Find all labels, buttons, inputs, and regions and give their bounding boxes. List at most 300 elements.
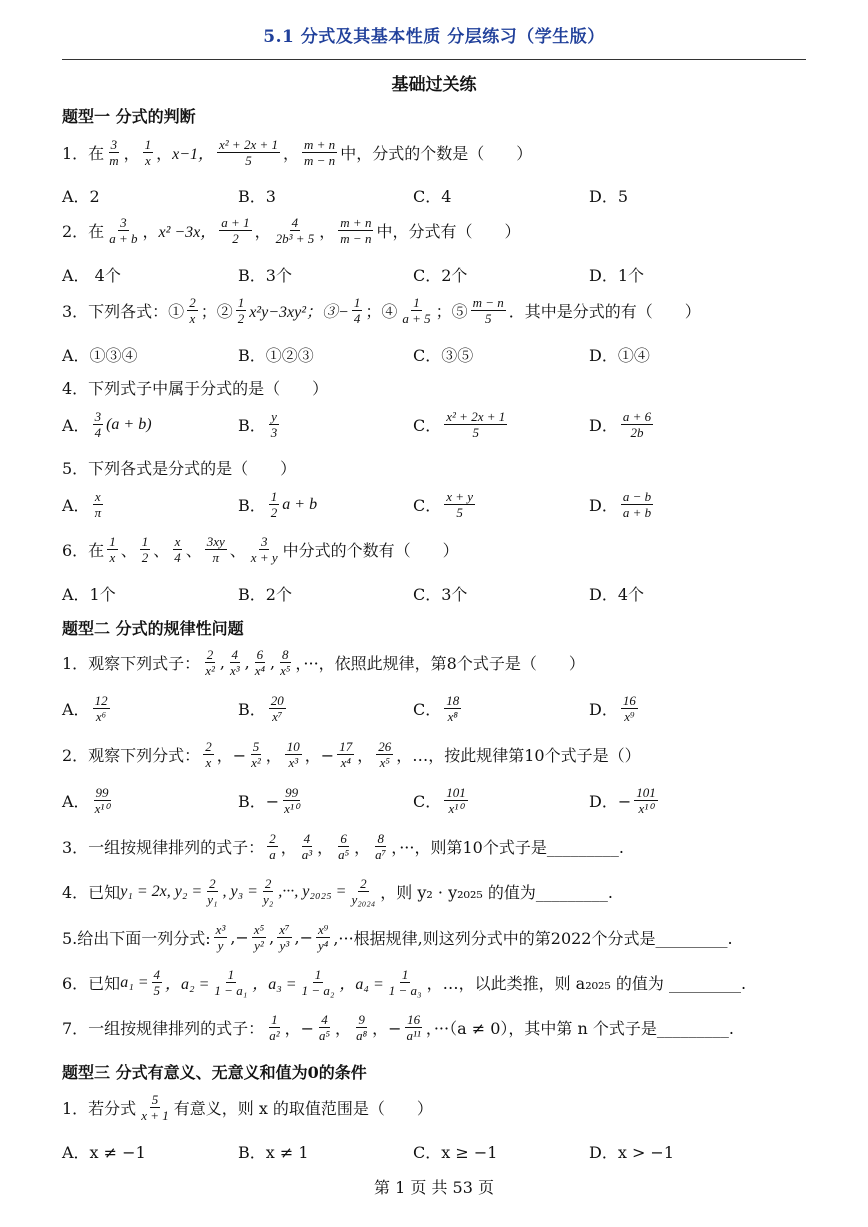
option-c	[413, 693, 464, 724]
numerator: 16	[407, 1012, 421, 1027]
fraction	[316, 922, 330, 953]
text-segment: ；②	[200, 302, 233, 321]
pattern-question-4	[62, 876, 613, 907]
denominator: y³	[279, 938, 290, 953]
fraction	[107, 534, 118, 565]
denominator: x³	[229, 663, 240, 678]
fraction	[444, 785, 468, 816]
text-segment: ，	[283, 144, 300, 163]
fraction	[373, 831, 388, 862]
text-segment: y₁ = 2x, y₂ =	[120, 882, 203, 900]
section-heading-1: 题型一 分式的判断	[62, 107, 196, 126]
option-b	[238, 785, 304, 816]
numerator: 4	[153, 967, 161, 982]
denominator: 4	[174, 550, 181, 565]
numerator: 1	[270, 489, 278, 504]
option-b	[238, 489, 317, 520]
fraction	[267, 831, 278, 862]
text-segment: 、	[120, 541, 137, 560]
text-segment: ，	[142, 222, 159, 241]
option-d: D．5	[589, 187, 629, 206]
numerator: 1	[227, 967, 235, 982]
text-segment: 1．观察下列式子：	[62, 654, 201, 673]
fraction	[285, 739, 302, 770]
option-d: D．①④	[589, 346, 650, 365]
denominator: a⁵	[338, 847, 350, 862]
fraction	[471, 295, 506, 326]
denominator: x¹⁰	[638, 801, 654, 816]
fraction	[219, 215, 251, 246]
text-segment: 有意义，则 x 的取值范围是（ ）	[173, 1099, 433, 1118]
text-segment: 、	[153, 541, 170, 560]
fraction	[621, 409, 653, 440]
text-segment: x²y−3xy²；③−	[249, 304, 349, 321]
fraction	[282, 785, 301, 816]
numerator: 1	[413, 295, 420, 310]
denominator: x	[189, 311, 196, 326]
denominator: 2b	[630, 425, 644, 440]
denominator: m − n	[340, 231, 372, 246]
denominator: y₁	[207, 892, 218, 907]
option-a	[62, 489, 106, 520]
text-segment: D．−	[589, 792, 632, 811]
text-segment: 中，分式有（ ）	[376, 222, 521, 241]
numerator: 6	[256, 647, 264, 662]
numerator: a + 6	[622, 409, 652, 424]
fraction	[338, 215, 373, 246]
text-segment: D．	[589, 496, 618, 515]
fraction	[203, 739, 214, 770]
denominator: 2	[237, 311, 245, 326]
text-segment: ．其中是分式的有（ ）	[508, 302, 701, 321]
fraction	[236, 295, 247, 326]
denominator: x⁵	[379, 755, 390, 770]
fraction	[269, 693, 286, 724]
fraction	[274, 215, 317, 246]
text-segment: A．	[62, 496, 90, 515]
numerator: 9	[358, 1012, 365, 1027]
text-segment: 4．已知	[62, 883, 121, 902]
denominator: 4	[94, 425, 102, 440]
question-1	[62, 137, 532, 168]
text-segment: ，…，以此类推，则 a₂₀₂₅ 的值为 _________.	[426, 974, 747, 993]
fraction	[93, 785, 112, 816]
denominator: 5	[472, 425, 479, 440]
pattern-question-6	[62, 967, 746, 998]
numerator: 8	[282, 647, 289, 662]
denominator: 5	[484, 311, 492, 326]
numerator: 16	[622, 693, 636, 708]
numerator: 5	[252, 739, 260, 754]
option-b: B．3	[238, 187, 276, 206]
fraction	[140, 534, 151, 565]
numerator: 2	[206, 647, 214, 662]
numerator: 1	[353, 295, 361, 310]
denominator: x⁶	[95, 709, 107, 724]
option-c	[413, 785, 471, 816]
option-a	[62, 785, 114, 816]
fraction	[249, 534, 280, 565]
page-footer: 第 1 页 共 53 页	[374, 1178, 494, 1197]
fraction	[376, 739, 393, 770]
numerator: 99	[95, 785, 109, 800]
text-segment: ,···根据规律,则这列分式中的第2022个分式是_________.	[333, 929, 733, 948]
numerator: 4	[321, 1012, 328, 1027]
denominator: 5	[456, 505, 463, 520]
numerator: 1	[237, 295, 245, 310]
denominator: x + y	[250, 550, 278, 565]
section-subtitle: 基础过关练	[391, 75, 477, 95]
numerator: x² + 2x + 1	[219, 137, 278, 152]
denominator: x³	[288, 755, 299, 770]
numerator: y	[271, 409, 277, 424]
denominator: y₂	[262, 892, 274, 907]
text-segment: A．	[62, 416, 90, 435]
denominator: 1 − a₂	[301, 983, 335, 998]
numerator: 4	[291, 215, 299, 230]
numerator: 2	[209, 876, 216, 891]
fraction	[249, 739, 263, 770]
option-d: D．4个	[589, 585, 645, 604]
denominator: 3	[270, 425, 278, 440]
option-a: A．1个	[62, 585, 116, 604]
fraction	[107, 137, 120, 168]
fraction	[139, 1092, 171, 1123]
denominator: x¹⁰	[94, 801, 110, 816]
denominator: y₂₀₂₄	[351, 892, 376, 907]
numerator: x³	[215, 922, 226, 937]
fraction	[212, 967, 249, 998]
denominator: 2b³ + 5	[275, 231, 315, 246]
denominator: m − n	[304, 153, 336, 168]
text-segment: , y₃ =	[222, 882, 258, 900]
pattern-question-2: 2．观察下列分式： $\frac{2}{x}$ ，− $\frac{5}{\text{x²}}$ ， $\frac{10}{\text{x³}}$ ，− $\frac{17}{\text{x⁴}}$ ， $\frac{26}{\text{x⁵}}$ ，…，按此规律第10个式子是（）	[62, 739, 641, 770]
fraction	[336, 831, 351, 862]
text-segment: D．	[589, 416, 618, 435]
numerator: 101	[636, 785, 656, 800]
text-segment: 5.给出下面一列分式:	[62, 929, 211, 948]
numerator: 3xy	[206, 534, 225, 549]
option-b: B．2个	[238, 585, 292, 604]
text-segment: x−1，	[172, 146, 215, 163]
pattern-question-5: 5.给出下面一列分式: $\frac{\text{x³}}{y}$ ,− $\frac{\text{x⁵}}{\text{y²}}$ , $\frac{\text{x⁷}}{\text{y³}}$ ,− $\frac{\text{x⁹}}{\text{y⁴}}$ ,···根据规律,则这列分式中的第2022个分式是_________.	[62, 922, 733, 953]
numerator: m + n	[340, 215, 372, 230]
denominator: x²	[205, 663, 215, 678]
text-segment: ；⑤	[435, 302, 468, 321]
denominator: a + b	[622, 505, 652, 520]
section-heading-2: 题型二 分式的规律性问题	[62, 619, 244, 638]
numerator: 2	[360, 876, 367, 891]
text-segment: B．−	[238, 792, 280, 811]
option-d	[589, 785, 661, 816]
text-segment: 7．一组按规律排列的式子：	[62, 1019, 265, 1038]
denominator: a + b	[109, 231, 138, 246]
question-2	[62, 215, 520, 246]
fraction	[300, 967, 337, 998]
text-segment: B．	[238, 496, 266, 515]
question-4: 4．下列式子中属于分式的是（ ）	[62, 379, 329, 398]
option-b	[238, 693, 289, 724]
numerator: x + y	[446, 489, 474, 504]
denominator: 1 − a₁	[214, 983, 248, 998]
fraction	[205, 876, 219, 907]
option-d: D．1个	[589, 266, 645, 285]
text-segment: ，a₄ =	[339, 976, 384, 993]
fraction	[93, 693, 110, 724]
option-b: B．①②③	[238, 346, 314, 365]
denominator: y⁴	[318, 938, 329, 953]
fraction	[252, 922, 266, 953]
question-5: 5．下列各式是分式的是（ ）	[62, 459, 297, 478]
fraction	[93, 409, 104, 440]
denominator: x²	[251, 755, 261, 770]
numerator: 10	[286, 739, 300, 754]
text-segment: 1．若分式	[62, 1099, 137, 1118]
numerator: 3	[110, 137, 118, 152]
text-segment: ，	[123, 144, 140, 163]
fraction	[152, 967, 163, 998]
pattern-question-3: 3．一组按规律排列的式子： $\frac{2}{a}$ ， $\frac{4}{\text{a³}}$ ， $\frac{6}{\text{a⁵}}$ ， $\frac{8}{\text{a⁷}}$ ，···，则第10个式子是_________.	[62, 831, 624, 862]
text-segment: C．	[413, 700, 442, 719]
numerator: 4	[231, 647, 239, 662]
denominator: a	[269, 847, 276, 862]
fraction	[267, 1012, 281, 1043]
text-segment: 、	[229, 541, 246, 560]
numerator: 12	[94, 693, 108, 708]
denominator: x + 1	[141, 1108, 169, 1123]
numerator: 3	[120, 215, 127, 230]
text-segment: a₁ =	[120, 973, 149, 991]
text-segment: C．	[413, 792, 442, 811]
option-a: A．①③④	[62, 346, 138, 365]
text-segment: 、	[185, 541, 202, 560]
numerator: 3	[94, 409, 102, 424]
text-segment: ，···，依照此规律，第8个式子是（ ）	[295, 654, 585, 673]
text-segment: ，则 y₂ · y₂₀₂₅ 的值为_________.	[380, 883, 613, 902]
numerator: a − b	[622, 489, 652, 504]
numerator: x	[174, 534, 181, 549]
denominator: x⁴	[340, 755, 351, 770]
fraction	[302, 137, 337, 168]
text-segment: B．	[238, 416, 266, 435]
fraction	[172, 534, 183, 565]
text-segment: ；④	[365, 302, 398, 321]
numerator: 18	[446, 693, 460, 708]
numerator: x	[94, 489, 101, 504]
numerator: x⁹	[318, 922, 329, 937]
option-a: A． 4个	[62, 266, 121, 285]
numerator: 3	[260, 534, 268, 549]
denominator: 2	[232, 231, 239, 246]
header-divider	[62, 59, 806, 60]
fraction	[444, 693, 461, 724]
denominator: a⁵	[319, 1028, 331, 1043]
denominator: a⁸	[356, 1028, 368, 1043]
numerator: 8	[377, 831, 384, 846]
option-c: C．③⑤	[413, 346, 474, 365]
numerator: 2	[189, 295, 196, 310]
option-a: A．2	[62, 187, 100, 206]
option-a	[62, 693, 113, 724]
fraction	[187, 295, 198, 326]
denominator: 2	[141, 550, 149, 565]
fraction	[337, 739, 354, 770]
denominator: y	[217, 938, 224, 953]
fraction	[228, 647, 242, 678]
text-segment: B．	[238, 700, 266, 719]
option-d: D．x > −1	[589, 1143, 675, 1162]
numerator: 5	[151, 1092, 159, 1107]
pattern-question-7: 7．一组按规律排列的式子： $\frac{1}{\text{a²}}$ ，− $\frac{4}{\text{a⁵}}$ ， $\frac{9}{\text{a⁸}}$ ，− $\frac{16}{\text{a¹¹}}$ ，···（a ≠ 0），其中第 n 个式子是_________.	[62, 1012, 734, 1043]
text-segment: x² −3x，	[158, 224, 217, 241]
numerator: 1	[109, 534, 116, 549]
fraction	[400, 295, 432, 326]
fraction	[387, 967, 424, 998]
fraction	[352, 295, 363, 326]
text-segment: ，a₃ =	[252, 976, 297, 993]
fraction	[278, 647, 292, 678]
text-segment: ，	[319, 222, 336, 241]
numerator: 2	[205, 739, 212, 754]
numerator: 17	[339, 739, 353, 754]
denominator: π	[94, 505, 102, 520]
text-segment: D．	[589, 700, 618, 719]
denominator: m	[109, 153, 119, 168]
text-segment: 3．下列各式：①	[62, 302, 185, 321]
text-segment: 2．在	[62, 222, 105, 241]
fraction	[300, 831, 314, 862]
denominator: a²	[269, 1028, 280, 1043]
numerator: 4	[303, 831, 311, 846]
numerator: x⁷	[279, 922, 290, 937]
text-segment: 6．在	[62, 541, 105, 560]
option-c: C．4	[413, 187, 452, 206]
pattern-question-1: 1．观察下列式子： $\frac{2}{\text{x²}}$ , $\frac{4}{\text{x³}}$ , $\frac{6}{\text{x⁴}}$ , $\frac{8}{\text{x⁵}}$ ，···，依照此规律，第8个式子是（ ）	[62, 647, 585, 678]
denominator: x	[109, 550, 116, 565]
numerator: 1	[314, 967, 322, 982]
fraction	[217, 137, 280, 168]
numerator: x² + 2x + 1	[446, 409, 506, 424]
fraction	[205, 534, 227, 565]
option-a	[62, 409, 152, 440]
page-header: 5.1 分式及其基本性质 分层练习（学生版）	[263, 27, 605, 47]
text-segment: 6．已知	[62, 974, 121, 993]
numerator: a + 1	[221, 215, 250, 230]
denominator: 1 − a₃	[388, 983, 422, 998]
denominator: a⁷	[375, 847, 387, 862]
option-c	[413, 409, 510, 440]
numerator: m − n	[472, 295, 504, 310]
fraction	[143, 137, 154, 168]
denominator: a³	[301, 847, 313, 862]
option-c: C．2个	[413, 266, 468, 285]
fraction	[405, 1012, 423, 1043]
condition-question-1	[62, 1092, 433, 1123]
text-segment: 中分式的个数有（ ）	[282, 541, 459, 560]
text-segment: 中，分式的个数是（ ）	[340, 144, 533, 163]
fraction	[269, 489, 280, 520]
option-c	[413, 489, 478, 520]
text-segment: (a + b)	[106, 415, 152, 433]
text-segment: ，…，按此规律第10个式子是（）	[396, 746, 641, 765]
numerator: 1	[401, 967, 409, 982]
denominator: x⁵	[280, 663, 291, 678]
fraction	[317, 1012, 332, 1043]
text-segment: ,···, y₂₀₂₅ =	[278, 882, 347, 900]
denominator: 2	[270, 505, 278, 520]
denominator: a¹¹	[406, 1028, 421, 1043]
text-segment: C．	[413, 416, 442, 435]
denominator: x¹⁰	[284, 801, 300, 816]
text-segment: A．	[62, 700, 90, 719]
numerator: 6	[340, 831, 347, 846]
text-segment: C．	[413, 496, 442, 515]
denominator: x	[205, 755, 212, 770]
denominator: x⁸	[447, 709, 458, 724]
section-heading-3: 题型三 分式有意义、无意义和值为0的条件	[62, 1063, 367, 1082]
text-segment: ，a₂ =	[165, 976, 210, 993]
fraction	[634, 785, 658, 816]
denominator: 4	[353, 311, 361, 326]
text-segment: ，···，则第10个式子是_________.	[391, 838, 624, 857]
denominator: a + 5	[402, 311, 431, 326]
numerator: 99	[285, 785, 299, 800]
fraction	[354, 1012, 369, 1043]
numerator: 2	[264, 876, 272, 891]
text-segment: a + b	[282, 495, 318, 513]
text-segment: ，	[156, 144, 173, 163]
denominator: x⁷	[272, 709, 283, 724]
text-segment: 2．观察下列分式：	[62, 746, 201, 765]
question-6	[62, 534, 459, 565]
numerator: x⁵	[253, 922, 265, 937]
fraction	[444, 409, 507, 440]
text-segment: ，	[254, 222, 271, 241]
denominator: 5	[245, 153, 252, 168]
denominator: x¹⁰	[448, 801, 464, 816]
option-b: B．x ≠ 1	[238, 1143, 309, 1162]
option-d	[589, 489, 656, 520]
numerator: 1	[271, 1012, 278, 1027]
text-segment: ，···（a ≠ 0），其中第 n 个式子是_________.	[425, 1019, 734, 1038]
denominator: x	[144, 153, 151, 168]
numerator: 20	[270, 693, 284, 708]
fraction	[214, 922, 228, 953]
text-segment: 1．在	[62, 144, 105, 163]
option-c: C．x ≥ −1	[413, 1143, 498, 1162]
text-segment: A．	[62, 792, 90, 811]
numerator: 2	[269, 831, 276, 846]
fraction	[277, 922, 291, 953]
option-a: A．x ≠ −1	[62, 1143, 146, 1162]
fraction	[349, 876, 377, 907]
question-3	[62, 295, 701, 326]
fraction	[621, 693, 638, 724]
option-d	[589, 693, 641, 724]
fraction	[621, 489, 653, 520]
option-c: C．3个	[413, 585, 468, 604]
option-b	[238, 409, 282, 440]
denominator: y²	[254, 938, 264, 953]
numerator: 1	[144, 137, 152, 152]
fraction	[107, 215, 139, 246]
fraction	[269, 409, 280, 440]
numerator: m + n	[304, 137, 336, 152]
denominator: 5	[153, 983, 161, 998]
fraction	[444, 489, 475, 520]
denominator: x⁹	[624, 709, 635, 724]
option-d	[589, 409, 656, 440]
